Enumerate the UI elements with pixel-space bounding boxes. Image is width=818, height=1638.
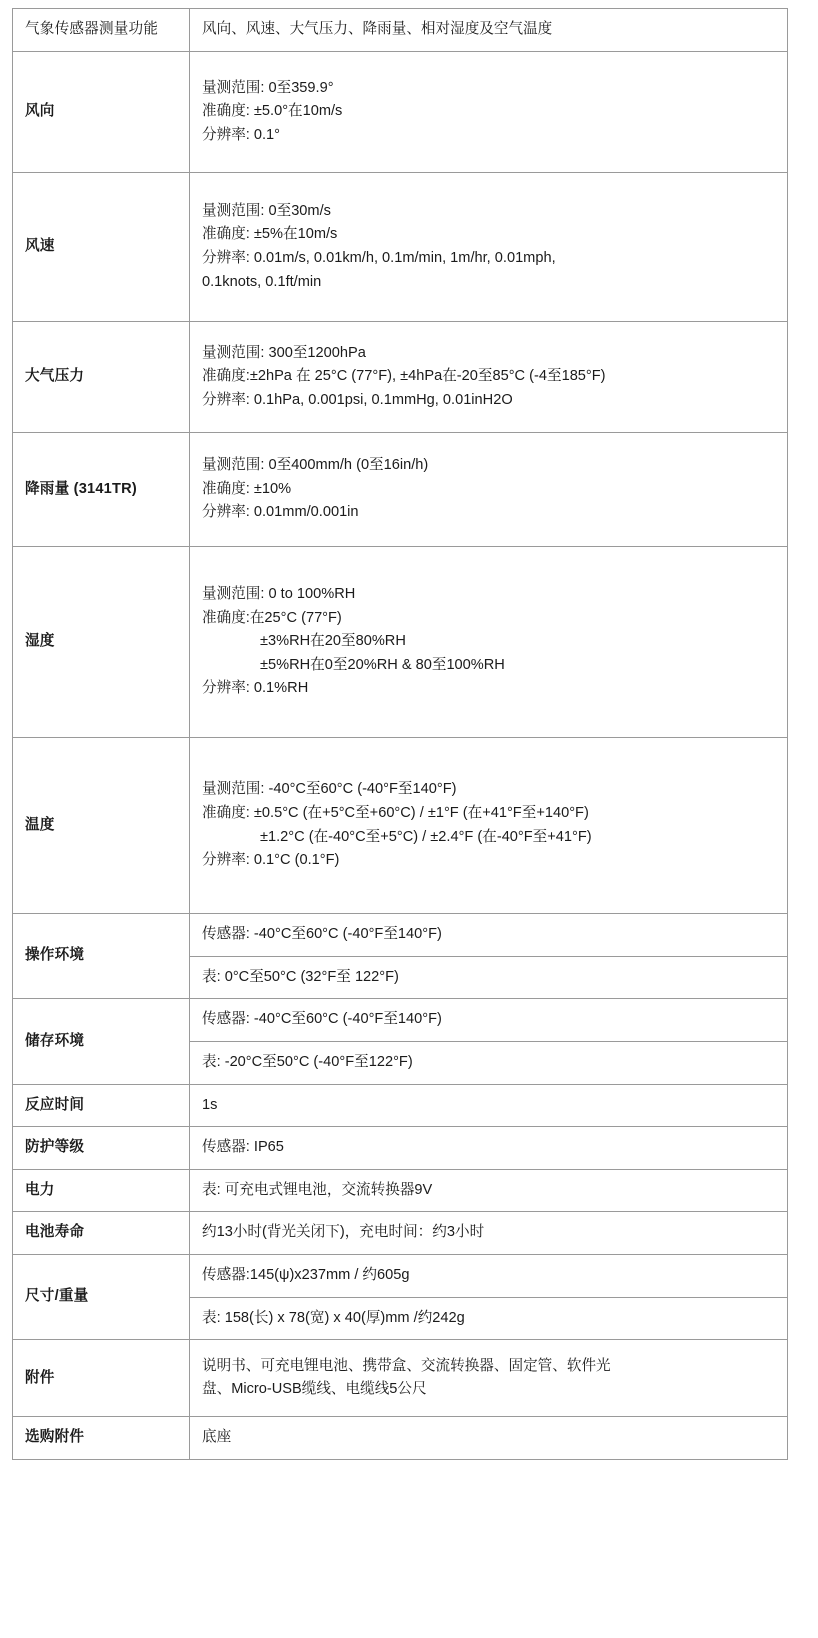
value-line: ±3%RH在20至80%RH — [260, 633, 406, 650]
row-value: 表: -20°C至50°C (-40°F至122°F) — [190, 1041, 788, 1084]
value-line: ±5%RH在0至20%RH & 80至100%RH — [260, 656, 505, 673]
value-line: 分辨率: 0.1° — [202, 126, 281, 143]
value-line: 准确度:±2hPa 在 25°C (77°F), ±4hPa在-20至85°C (-4至185°F) — [202, 368, 606, 385]
table-row — [13, 1212, 788, 1255]
row-label: 风速 — [13, 173, 190, 322]
value-line: 量测范围: 300至1200hPa — [202, 344, 366, 361]
value-line: ±1.2°C (在-40°C至+5°C) / ±2.4°F (在-40°F至+41°F) — [260, 828, 592, 845]
row-value: 传感器: -40°C至60°C (-40°F至140°F) — [190, 914, 788, 957]
table-row — [13, 1340, 788, 1417]
row-label: 防护等级 — [13, 1127, 190, 1170]
table-row — [13, 914, 788, 957]
table-row — [13, 433, 788, 547]
row-label: 气象传感器测量功能 — [13, 9, 190, 52]
value-line: 量测范围: 0至400mm/h (0至16in/h) — [202, 457, 429, 474]
row-label: 反应时间 — [13, 1084, 190, 1127]
row-value: 传感器: -40°C至60°C (-40°F至140°F) — [190, 999, 788, 1042]
row-label: 温度 — [13, 738, 190, 914]
table-row — [13, 52, 788, 173]
row-label: 电池寿命 — [13, 1212, 190, 1255]
row-value: 约13小时(背光关闭下)，充电时间：约3小时 — [190, 1212, 788, 1255]
row-label: 湿度 — [13, 547, 190, 738]
table-row — [13, 1169, 788, 1212]
row-label: 尺寸/重量 — [13, 1255, 190, 1340]
row-label: 电力 — [13, 1169, 190, 1212]
row-value — [190, 322, 788, 433]
value-line: 准确度: ±0.5°C (在+5°C至+60°C) / ±1°F (在+41°F至+140°F) — [202, 804, 589, 821]
table-row — [13, 547, 788, 738]
value-line: 准确度: ±10% — [202, 480, 292, 497]
row-value: 表: 可充电式锂电池，交流转换器9V — [190, 1169, 788, 1212]
table-row — [13, 1255, 788, 1298]
row-value: 1s — [190, 1084, 788, 1127]
value-line: 分辨率: 0.01m/s, 0.01km/h, 0.1m/min, 1m/hr, 0.01mph, — [202, 250, 556, 266]
value-line: 准确度: ±5.0°在10m/s — [202, 103, 343, 120]
value-line: 0.1knots, 0.1ft/min — [202, 273, 322, 290]
row-value — [190, 738, 788, 914]
row-label: 操作环境 — [13, 914, 190, 999]
value-line: 盘、Micro-USB缆线、电缆线5公尺 — [202, 1381, 427, 1398]
row-value: 表: 158(长) x 78(宽) x 40(厚)mm /约242g — [190, 1297, 788, 1340]
value-line: 说明书、可充电锂电池、携带盒、交流转换器、固定管、软件光 — [202, 1357, 611, 1374]
row-value — [190, 547, 788, 738]
row-value — [190, 433, 788, 547]
value-line: 量测范围: 0 to 100%RH — [202, 585, 356, 602]
value-line: 分辨率: 0.1%RH — [202, 680, 309, 697]
value-line: 分辨率: 0.01mm/0.001in — [202, 504, 359, 521]
row-label: 风向 — [13, 52, 190, 173]
value-line: 准确度: ±5%在10m/s — [202, 226, 338, 243]
row-value: 风向、风速、大气压力、降雨量、相对湿度及空气温度 — [190, 9, 788, 52]
table-row — [13, 1127, 788, 1170]
table-row — [13, 173, 788, 322]
table-row — [13, 9, 788, 52]
value-line: 准确度:在25°C (77°F) — [202, 609, 342, 626]
value-line: 量测范围: -40°C至60°C (-40°F至140°F) — [202, 781, 457, 798]
row-label: 附件 — [13, 1340, 190, 1417]
value-line: 分辨率: 0.1°C (0.1°F) — [202, 852, 340, 869]
table-row — [13, 738, 788, 914]
table-row — [13, 1084, 788, 1127]
value-line: 分辨率: 0.1hPa, 0.001psi, 0.1mmHg, 0.01inH2O — [202, 391, 513, 408]
row-value — [190, 1340, 788, 1417]
specification-table-body — [13, 9, 788, 1460]
table-row — [13, 1417, 788, 1460]
table-row — [13, 322, 788, 433]
row-value — [190, 173, 788, 322]
row-label: 储存环境 — [13, 999, 190, 1084]
row-label: 选购附件 — [13, 1417, 190, 1460]
row-label: 大气压力 — [13, 322, 190, 433]
row-value — [190, 52, 788, 173]
row-value: 传感器: IP65 — [190, 1127, 788, 1170]
row-value: 传感器:145(ψ)x237mm / 约605g — [190, 1255, 788, 1298]
value-line: 量测范围: 0至30m/s — [202, 202, 331, 219]
row-value: 底座 — [190, 1417, 788, 1460]
value-line: 量测范围: 0至359.9° — [202, 79, 334, 96]
row-label: 降雨量 (3141TR) — [13, 433, 190, 547]
row-value: 表: 0°C至50°C (32°F至 122°F) — [190, 956, 788, 999]
table-row — [13, 999, 788, 1042]
specification-table — [12, 8, 788, 1460]
